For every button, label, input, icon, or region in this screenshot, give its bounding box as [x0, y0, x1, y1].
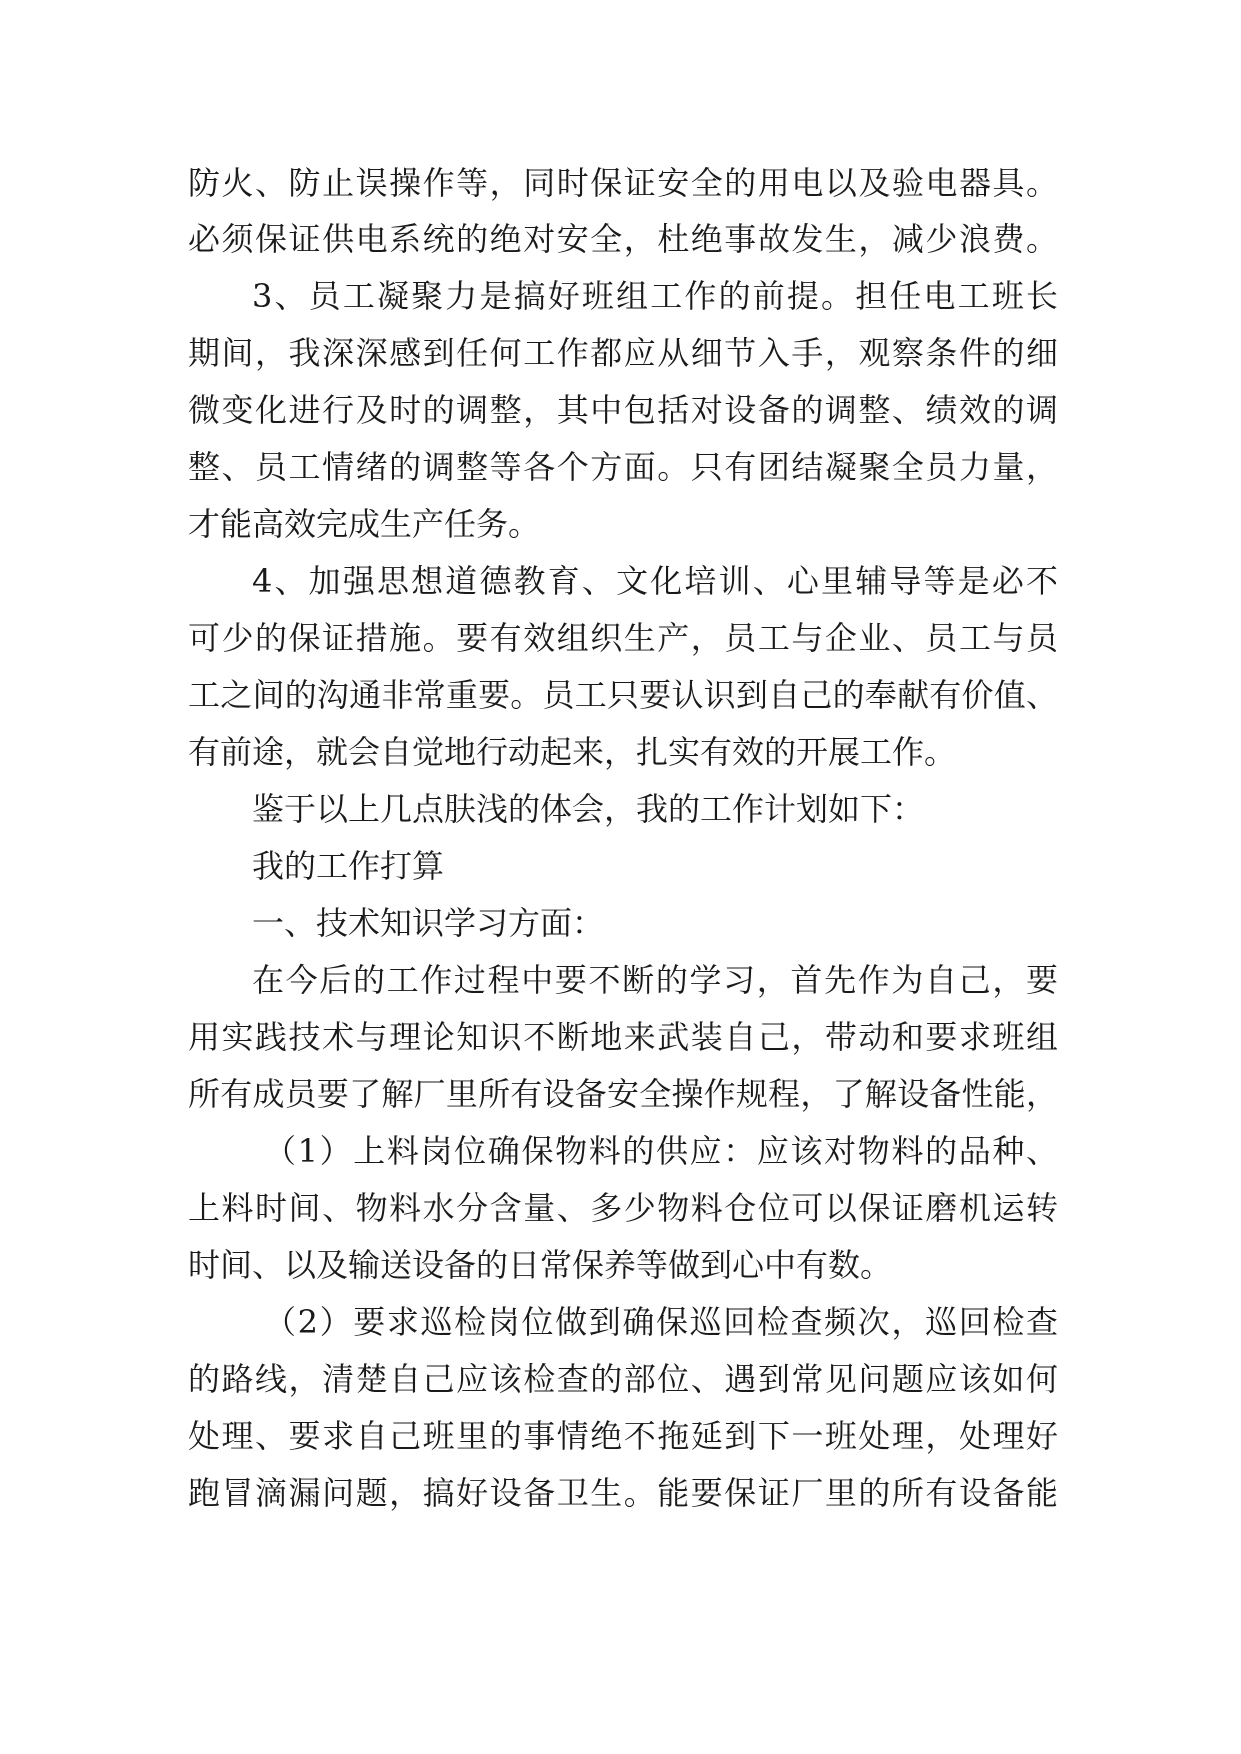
paragraph-line: （1）上料岗位确保物料的供应：应该对物料的品种、: [264, 1132, 1058, 1170]
paragraph-line: （2）要求巡检岗位做到确保巡回检查频次，巡回检查: [264, 1303, 1058, 1341]
text-line: 的路线，清楚自己应该检查的部位、遇到常见问题应该如何: [188, 1360, 1058, 1398]
paragraph-line: 在今后的工作过程中要不断的学习，首先作为自己，要: [252, 961, 1058, 999]
text-line: 跑冒滴漏问题，搞好设备卫生。能要保证厂里的所有设备能: [188, 1474, 1058, 1512]
text-line: 整、员工情绪的调整等各个方面。只有团结凝聚全员力量，: [188, 448, 1058, 486]
text-line: 处理、要求自己班里的事情绝不拖延到下一班处理，处理好: [188, 1417, 1058, 1455]
paragraph-line: 3、员工凝聚力是搞好班组工作的前提。担任电工班长: [252, 277, 1058, 315]
section-heading: 一、技术知识学习方面：: [252, 904, 605, 942]
text-line: 上料时间、物料水分含量、多少物料仓位可以保证磨机运转: [188, 1189, 1058, 1227]
paragraph-line: 鉴于以上几点肤浅的体会，我的工作计划如下：: [252, 790, 925, 828]
text-line: 可少的保证措施。要有效组织生产，员工与企业、员工与员: [188, 619, 1058, 657]
text-line: 用实践技术与理论知识不断地来武装自己，带动和要求班组: [188, 1018, 1058, 1056]
text-line: 期间，我深深感到任何工作都应从细节入手，观察条件的细: [188, 334, 1058, 372]
text-line: 所有成员要了解厂里所有设备安全操作规程，了解设备性能，: [188, 1075, 1058, 1113]
text-line: 工之间的沟通非常重要。员工只要认识到自己的奉献有价值、: [188, 676, 1058, 714]
text-line: 必须保证供电系统的绝对安全，杜绝事故发生，减少浪费。: [188, 220, 1058, 258]
section-heading: 我的工作打算: [252, 847, 445, 885]
text-line: 微变化进行及时的调整，其中包括对设备的调整、绩效的调: [188, 391, 1058, 429]
paragraph-line: 4、加强思想道德教育、文化培训、心里辅导等是必不: [252, 562, 1058, 600]
text-line: 时间、以及输送设备的日常保养等做到心中有数。: [188, 1246, 893, 1284]
text-line: 防火、防止误操作等，同时保证安全的用电以及验电器具。: [188, 164, 1058, 202]
text-line: 有前途，就会自觉地行动起来，扎实有效的开展工作。: [188, 733, 957, 771]
text-line: 才能高效完成生产任务。: [188, 505, 541, 543]
